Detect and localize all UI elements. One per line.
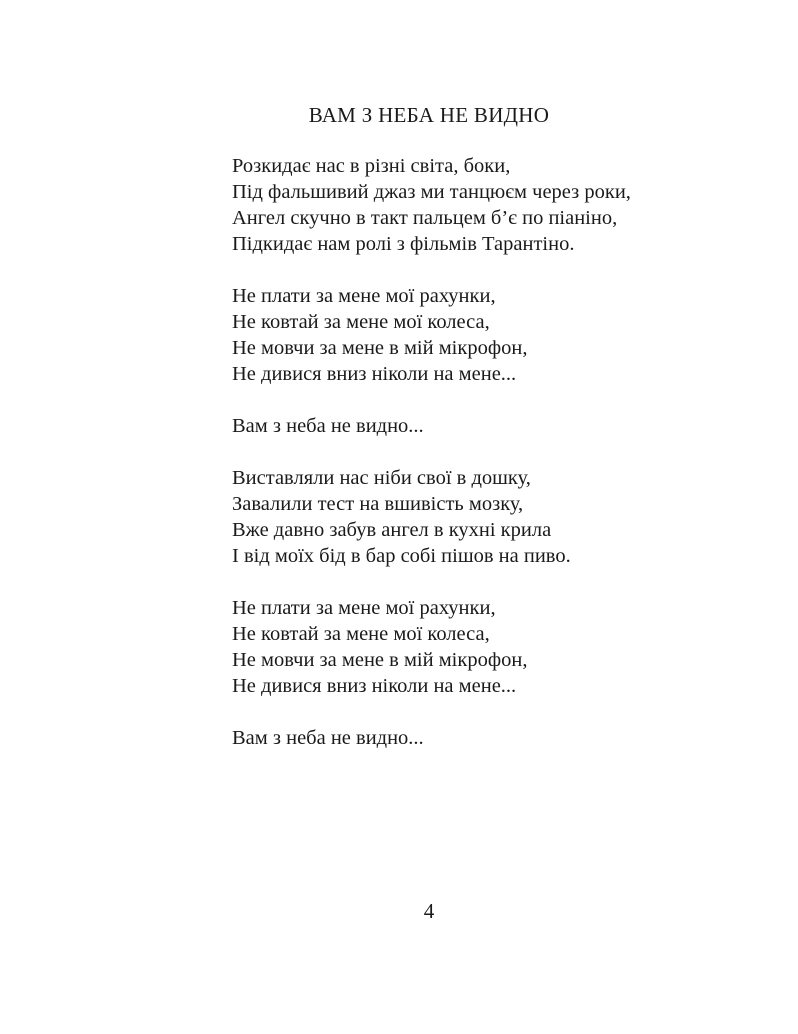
poem-line: Не плати за мене мої рахунки, [232, 597, 496, 619]
poem-line: Розкидає нас в різні світа, боки, [232, 155, 511, 177]
poem-line: Вам з неба не видно... [232, 727, 424, 749]
poem-line: Ангел скучно в такт пальцем б’є по піаніно, [232, 207, 618, 229]
stanza-3-refrain [232, 413, 772, 439]
poem-line: Не дивися вниз ніколи на мене... [232, 675, 517, 697]
poem-line: Не мовчи за мене в мій мікрофон, [232, 649, 528, 671]
poem-line: Не ковтай за мене мої колеса, [232, 311, 490, 333]
poem-line: Вам з неба не видно... [232, 415, 424, 437]
poem-line: Вже давно забув ангел в кухні крила [232, 519, 552, 541]
stanza-1 [232, 153, 772, 257]
stanza-4 [232, 465, 772, 569]
page-number: 4 [423, 899, 435, 923]
poem-line: Не дивися вниз ніколи на мене... [232, 363, 517, 385]
stanza-2-chorus [232, 283, 772, 387]
stanza-5-chorus [232, 595, 772, 699]
poem-line: І від моїх бід в бар собі пішов на пиво. [232, 545, 571, 567]
poem-line: Не ковтай за мене мої колеса, [232, 623, 490, 645]
poem-line: Під фальшивий джаз ми танцюєм через роки, [232, 181, 631, 203]
poem-line: Виставляли нас ніби свої в дошку, [232, 467, 531, 489]
poem-line: Не плати за мене мої рахунки, [232, 285, 496, 307]
poem-line: Підкидає нам ролі з фільмів Тарантіно. [232, 233, 575, 255]
poem-body [232, 153, 772, 777]
poem-line: Завалили тест на вшивість мозку, [232, 493, 524, 515]
poem-title: ВАМ З НЕБА НЕ ВИДНО [308, 103, 550, 127]
poem-line: Не мовчи за мене в мій мікрофон, [232, 337, 528, 359]
stanza-6-refrain [232, 725, 772, 751]
